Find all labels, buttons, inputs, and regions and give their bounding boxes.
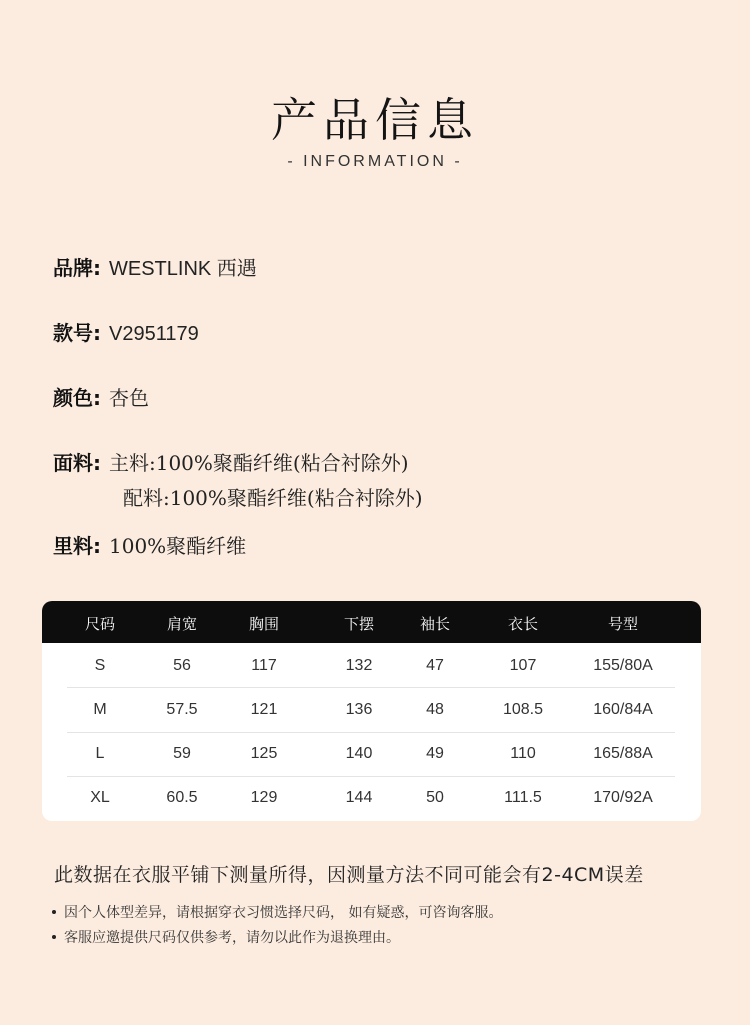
table-cell: 49	[426, 745, 444, 762]
table-cell: 121	[250, 701, 278, 718]
header-cell-chest: 胸围	[248, 615, 280, 633]
table-cell: 117	[251, 657, 277, 674]
bullet-icon	[52, 935, 56, 939]
page-title: 产品信息	[271, 93, 479, 147]
table-cell: 48	[426, 701, 444, 718]
bullet-item	[52, 902, 502, 922]
table-cell: 160/84A	[593, 701, 653, 718]
fabric-label: 面料:	[53, 451, 101, 475]
table-cell: 165/88A	[593, 745, 653, 762]
table-cell: 170/92A	[593, 789, 653, 806]
size-table	[42, 601, 701, 821]
fabric-secondary-value: 配料:100%聚酯纤维(粘合衬除外)	[123, 486, 423, 510]
table-cell: XL	[90, 789, 110, 806]
table-cell: 111.5	[504, 789, 542, 806]
row-divider	[67, 776, 675, 777]
table-cell: 140	[345, 745, 373, 762]
table-cell: 110	[510, 745, 536, 762]
header-cell-sleeve: 袖长	[419, 615, 451, 633]
table-cell: 56	[173, 657, 191, 674]
style-no-value: V2951179	[109, 323, 199, 345]
style-no-label: 款号:	[53, 321, 101, 345]
table-cell: L	[95, 745, 105, 762]
row-divider	[67, 687, 675, 688]
table-cell: 60.5	[166, 789, 198, 806]
table-cell: 47	[426, 657, 444, 674]
measurement-note: 此数据在衣服平铺下测量所得，因测量方法不同可能会有2-4CM误差	[54, 864, 644, 886]
fabric-main-value: 主料:100%聚酯纤维(粘合衬除外)	[109, 451, 409, 475]
bullet-text: 客服应邀提供尺码仅供参考，请勿以此作为退换理由。	[64, 930, 400, 946]
style-no-row	[53, 317, 199, 346]
lining-row	[53, 530, 246, 559]
color-value: 杏色	[109, 388, 149, 410]
header-cell-size: 尺码	[84, 615, 116, 633]
table-cell: 136	[345, 701, 373, 718]
table-cell: M	[93, 701, 107, 718]
bullet-text: 因个人体型差异，请根据穿衣习惯选择尺码， 如有疑惑，可咨询客服。	[64, 905, 503, 921]
bullet-item	[52, 927, 400, 947]
brand-row	[53, 252, 257, 281]
brand-value: WESTLINK 西遇	[109, 258, 257, 280]
lining-value: 100%聚酯纤维	[109, 534, 247, 558]
color-row	[53, 382, 149, 411]
table-cell: 125	[250, 745, 278, 762]
header-cell-length: 衣长	[507, 615, 539, 633]
size-table-header	[42, 601, 701, 643]
table-cell: 59	[173, 745, 191, 762]
header-cell-hem: 下摆	[343, 615, 375, 633]
brand-label: 品牌:	[53, 256, 101, 280]
color-label: 颜色:	[53, 386, 101, 410]
table-cell: 57.5	[166, 701, 198, 718]
table-cell: S	[94, 657, 106, 674]
table-cell: 108.5	[502, 701, 544, 718]
page-subtitle: - INFORMATION -	[287, 153, 463, 170]
header-cell-fit: 号型	[607, 615, 639, 633]
lining-label: 里料:	[53, 534, 101, 558]
table-cell: 155/80A	[593, 657, 653, 674]
row-divider	[67, 732, 675, 733]
table-cell: 107	[509, 657, 537, 674]
fabric-row	[53, 447, 409, 476]
table-cell: 132	[345, 657, 373, 674]
table-cell: 144	[345, 789, 373, 806]
header-cell-shoulder: 肩宽	[166, 615, 198, 633]
table-cell: 50	[426, 789, 444, 806]
table-cell: 129	[250, 789, 278, 806]
bullet-icon	[52, 910, 56, 914]
